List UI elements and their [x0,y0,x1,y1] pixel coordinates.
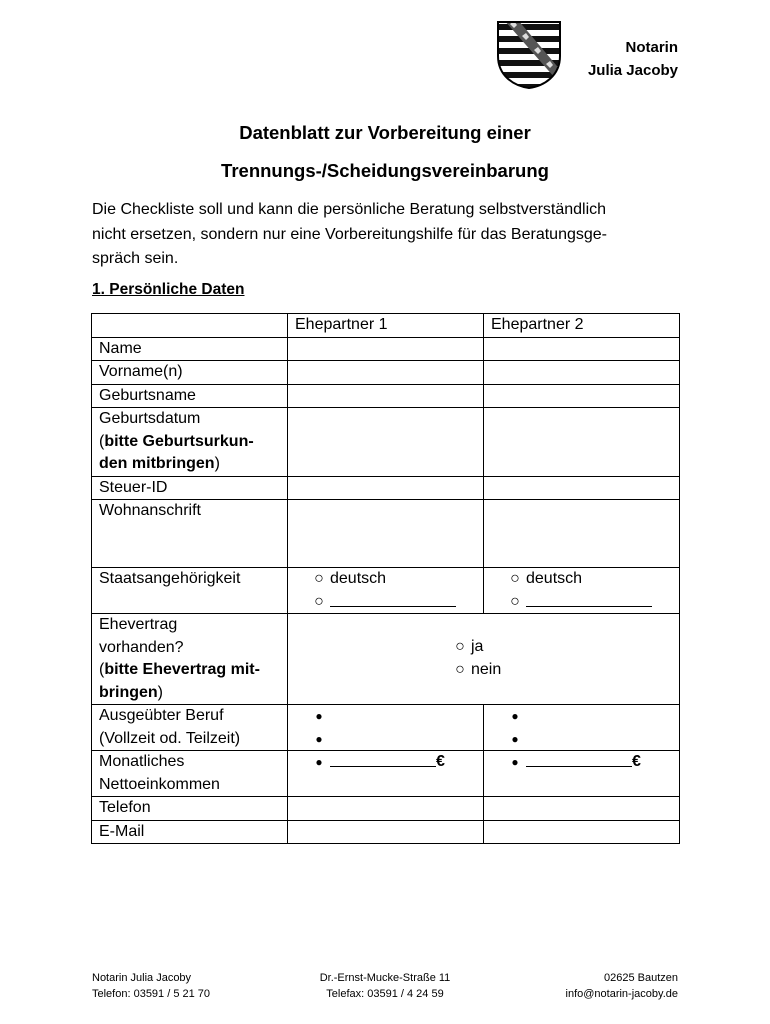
ehevertrag-label: Ehevertrag [99,616,178,633]
blank-line[interactable] [526,751,632,767]
blank-line[interactable] [526,591,652,607]
table-row [92,476,680,500]
row-label-wohnanschrift: Wohnanschrift [92,500,288,568]
row-label-name: Name [92,337,288,361]
row-label-telefon: Telefon [92,797,288,821]
row-label-email: E-Mail [92,820,288,844]
intro-line: nicht ersetzen, sondern nur eine Vorbereitungshilfe für das Beratungsge- [92,225,607,243]
circle-option-icon: ○ [314,592,324,610]
table-row [92,337,680,361]
beruf-partner2-cell[interactable] [484,705,680,751]
footer-phone: Telefon: 03591 / 5 21 70 [92,988,211,1000]
section-title: 1. Persönliche Daten [92,281,245,298]
coat-of-arms-icon [496,20,562,90]
geburtsdatum-note [99,431,287,454]
name-partner2-cell[interactable] [484,337,680,361]
document-title-line2: Trennungs-/Scheidungsvereinbarung [221,160,549,181]
income-line[interactable] [308,751,483,774]
bullet-icon: ● [315,755,323,769]
notary-header [588,36,678,82]
footer-fax: Telefax: 03591 / 4 24 59 [326,988,444,1000]
column-header-partner2: Ehepartner 2 [484,314,680,338]
email-partner1-cell[interactable] [288,820,484,844]
ehevertrag-label: vorhanden? [99,638,184,656]
telefon-partner1-cell[interactable] [288,797,484,821]
name-partner1-cell[interactable] [288,337,484,361]
table-row [92,820,680,844]
table-row [92,500,680,568]
table-row [92,384,680,408]
document-title-line1: Datenblatt zur Vorbereitung einer [239,122,531,143]
circle-option-icon: ○ [510,570,520,587]
geburtsname-partner1-cell[interactable] [288,384,484,408]
beruf-label: Ausgeübter Beruf [99,707,224,724]
circle-option-icon: ○ [455,660,465,678]
geburtsdatum-label: Geburtsdatum [99,410,201,427]
bullet-icon: ● [511,755,519,769]
staat-option-other[interactable] [308,591,483,614]
ehevertrag-option-no[interactable] [449,659,525,682]
beruf-label: (Vollzeit od. Teilzeit) [99,729,241,747]
steuer-id-partner1-cell[interactable] [288,476,484,500]
staat-partner1-cell [288,568,484,614]
bullet-line [504,705,679,728]
einkommen-label: Nettoeinkommen [99,775,220,793]
geburtsdatum-partner1-cell[interactable] [288,408,484,477]
circle-option-icon: ○ [314,570,324,587]
wohnanschrift-partner2-cell[interactable] [484,500,680,568]
staat-option-deutsch[interactable] [504,568,679,591]
euro-sign: € [632,753,641,770]
geburtsdatum-note-cont [99,453,287,476]
row-label-geburtsname: Geburtsname [92,384,288,408]
row-label-geburtsdatum [92,408,288,477]
option-label: deutsch [526,570,583,587]
income-line[interactable] [504,751,679,774]
row-label-ehevertrag [92,614,288,705]
table-row [92,568,680,614]
ehevertrag-note-bold: bitte Ehevertrag mit- [104,661,260,678]
bullet-icon: ● [315,731,323,746]
option-label: nein [471,660,502,678]
wohnanschrift-partner1-cell[interactable] [288,500,484,568]
telefon-partner2-cell[interactable] [484,797,680,821]
intro-line: spräch sein. [92,250,179,267]
intro-text [92,198,682,272]
email-partner2-cell[interactable] [484,820,680,844]
blank-line[interactable] [330,591,456,607]
geburtsdatum-note-bold: den mitbringen [99,455,215,472]
bullet-line [504,728,679,751]
notary-title: Notarin [625,39,678,56]
vorname-partner1-cell[interactable] [288,361,484,385]
footer-email: info@notarin-jacoby.de [565,988,678,1000]
ehevertrag-options [295,614,679,681]
table-header-row [92,314,680,338]
row-label-beruf [92,705,288,751]
circle-option-icon: ○ [510,592,520,610]
bullet-icon: ● [511,709,519,723]
paren-close: ) [214,455,220,472]
ehevertrag-note-bold: bringen [99,683,158,701]
intro-line: Die Checkliste soll und kann die persönliche Beratung selbstverständlich [92,201,607,218]
ehevertrag-note-cont [99,682,287,705]
row-label-steuer-id: Steuer-ID [92,476,288,500]
footer-street: Dr.-Ernst-Mucke-Straße 11 [319,972,451,984]
steuer-id-partner2-cell[interactable] [484,476,680,500]
option-label: ja [471,638,484,655]
staat-partner2-cell [484,568,680,614]
table-row [92,408,680,477]
blank-line[interactable] [330,751,436,767]
circle-option-icon: ○ [455,638,465,655]
bullet-icon: ● [315,709,323,723]
geburtsname-partner2-cell[interactable] [484,384,680,408]
ehevertrag-options-cell [288,614,680,705]
row-label-vorname: Vorname(n) [92,361,288,385]
table-row [92,751,680,797]
staat-option-deutsch[interactable] [308,568,483,591]
footer-name: Notarin Julia Jacoby [92,972,192,984]
bullet-line [308,728,483,751]
option-label: deutsch [330,570,387,587]
ehevertrag-note [99,659,287,682]
geburtsdatum-partner2-cell[interactable] [484,408,680,477]
staat-option-other[interactable] [504,591,679,614]
bullet-icon: ● [511,731,519,746]
vorname-partner2-cell[interactable] [484,361,680,385]
row-label-staatsangehoerigkeit: Staatsangehörigkeit [92,568,288,614]
einkommen-partner1-cell [288,751,484,797]
beruf-partner1-cell[interactable] [288,705,484,751]
table-row [92,797,680,821]
table-corner-cell [92,314,288,338]
footer-city: 02625 Bautzen [603,972,678,984]
einkommen-label: Monatliches [99,753,185,770]
geburtsdatum-note-bold: bitte Geburtsurkun- [104,432,254,450]
euro-sign: € [436,753,445,770]
ehevertrag-option-yes[interactable] [449,636,525,659]
bullet-line [308,705,483,728]
table-row [92,705,680,751]
paren-open: ( [99,661,105,678]
footer-right [566,970,678,1002]
notary-name: Julia Jacoby [587,62,678,79]
personal-data-table [91,313,680,844]
einkommen-partner2-cell [484,751,680,797]
table-row [92,361,680,385]
paren-open: ( [99,432,105,450]
paren-close: ) [157,683,163,701]
table-row [92,614,680,705]
column-header-partner1: Ehepartner 1 [288,314,484,338]
row-label-einkommen [92,751,288,797]
